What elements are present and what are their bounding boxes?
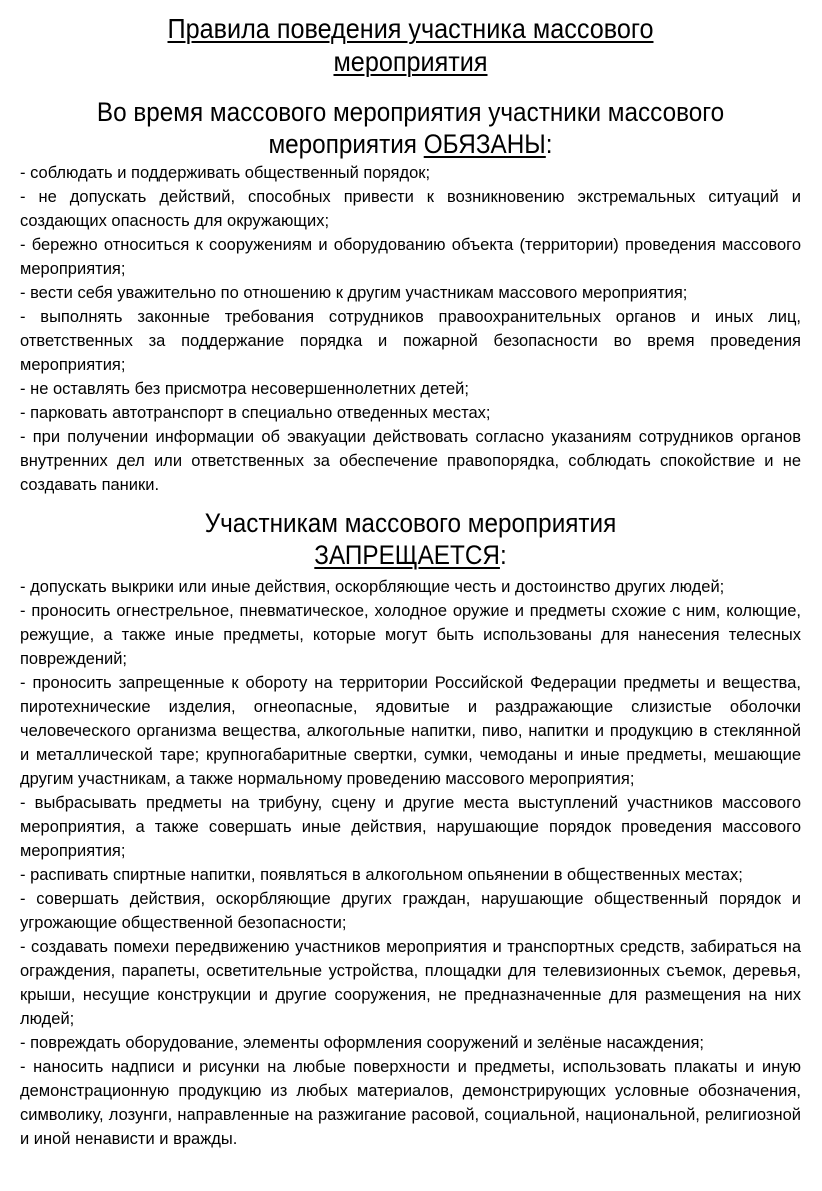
document-title-line-2: мероприятия: [333, 46, 488, 77]
obligations-heading-suffix: :: [545, 129, 553, 159]
prohibitions-heading-emphasis: ЗАПРЕЩАЕТСЯ: [314, 540, 500, 570]
document-title-line-1: Правила поведения участника массового: [167, 13, 654, 44]
prohibitions-list: [20, 575, 801, 1151]
obligations-heading: [59, 96, 762, 160]
prohibition-item: - проносить запрещенные к обороту на территории Российской Федерации предметы и вещества, пиротехнические изделия, огнеопасные, ядовитые и раздражающие слизистые оболочки человеческого организма вещества, алкогольные напитки, пиво, напитки и продукцию в стеклянной и металлической таре; крупногабаритные свертки, сумки, чемоданы и иные предметы, мешающие другим участникам, а также нормальному проведению массового мероприятия;: [20, 674, 801, 788]
obligations-heading-emphasis: ОБЯЗАНЫ: [423, 129, 546, 159]
obligation-item: - бережно относиться к сооружениям и оборудованию объекта (территории) проведения массового мероприятия;: [20, 236, 801, 278]
prohibition-item: - совершать действия, оскорбляющие других граждан, нарушающие общественный порядок и угрожающие общественной безопасности;: [20, 890, 801, 932]
prohibition-item: - проносить огнестрельное, пневматическое, холодное оружие и предметы схожие с ним, колющие, режущие, а также иные предметы, которые могут быть использованы для нанесения телесных повреждений;: [20, 602, 801, 668]
prohibition-item: - выбрасывать предметы на трибуну, сцену и другие места выступлений участников массового мероприятия, а также совершать иные действия, нарушающие порядок проведения массового мероприятия;: [20, 794, 801, 860]
prohibition-item: - создавать помехи передвижению участников мероприятия и транспортных средств, забираться на ограждения, парапеты, осветительные устройства, площадки для телевизионных съемок, деревья, крыши, несущие конструкции и другие сооружения, не предназначенные для размещения на них людей;: [20, 938, 801, 1028]
prohibition-item: - повреждать оборудование, элементы оформления сооружений и зелёные насаждения;: [20, 1034, 704, 1052]
obligation-item: - выполнять законные требования сотрудников правоохранительных органов и иных лиц, ответственных за поддержание порядка и пожарной безопасности во время проведения мероприятия;: [20, 308, 801, 374]
prohibition-item: - допускать выкрики или иные действия, оскорбляющие честь и достоинство других людей;: [20, 578, 725, 596]
prohibition-item: - распивать спиртные напитки, появляться в алкогольном опьянении в общественных местах;: [20, 866, 743, 884]
prohibition-item: - наносить надписи и рисунки на любые поверхности и предметы, использовать плакаты и иную демонстрационную продукцию из любых материалов, демонстрирующих условные обозначения, символику, лозунги, направленные на разжигание расовой, социальной, национальной, религиозной и иной ненависти и вражды.: [20, 1058, 801, 1148]
prohibitions-heading: [59, 507, 762, 571]
prohibitions-heading-line-1: Участникам массового мероприятия: [204, 508, 617, 538]
obligations-list: [20, 161, 801, 497]
obligation-item: - не оставлять без присмотра несовершеннолетних детей;: [20, 380, 469, 398]
obligations-heading-prefix: мероприятия: [268, 129, 424, 159]
prohibitions-heading-suffix: :: [499, 540, 507, 570]
obligation-item: - вести себя уважительно по отношению к другим участникам массового мероприятия;: [20, 284, 688, 302]
document-title: [59, 12, 762, 78]
obligation-item: - парковать автотранспорт в специально отведенных местах;: [20, 404, 491, 422]
obligation-item: - соблюдать и поддерживать общественный порядок;: [20, 164, 431, 182]
obligations-heading-line-1: Во время массового мероприятия участники массового: [96, 97, 725, 127]
obligation-item: - не допускать действий, способных привести к возникновению экстремальных ситуаций и создающих опасность для окружающих;: [20, 188, 801, 230]
obligation-item: - при получении информации об эвакуации действовать согласно указаниям сотрудников органов внутренних дел или ответственных за обеспечение правопорядка, соблюдать спокойствие и не создавать паники.: [20, 428, 801, 494]
